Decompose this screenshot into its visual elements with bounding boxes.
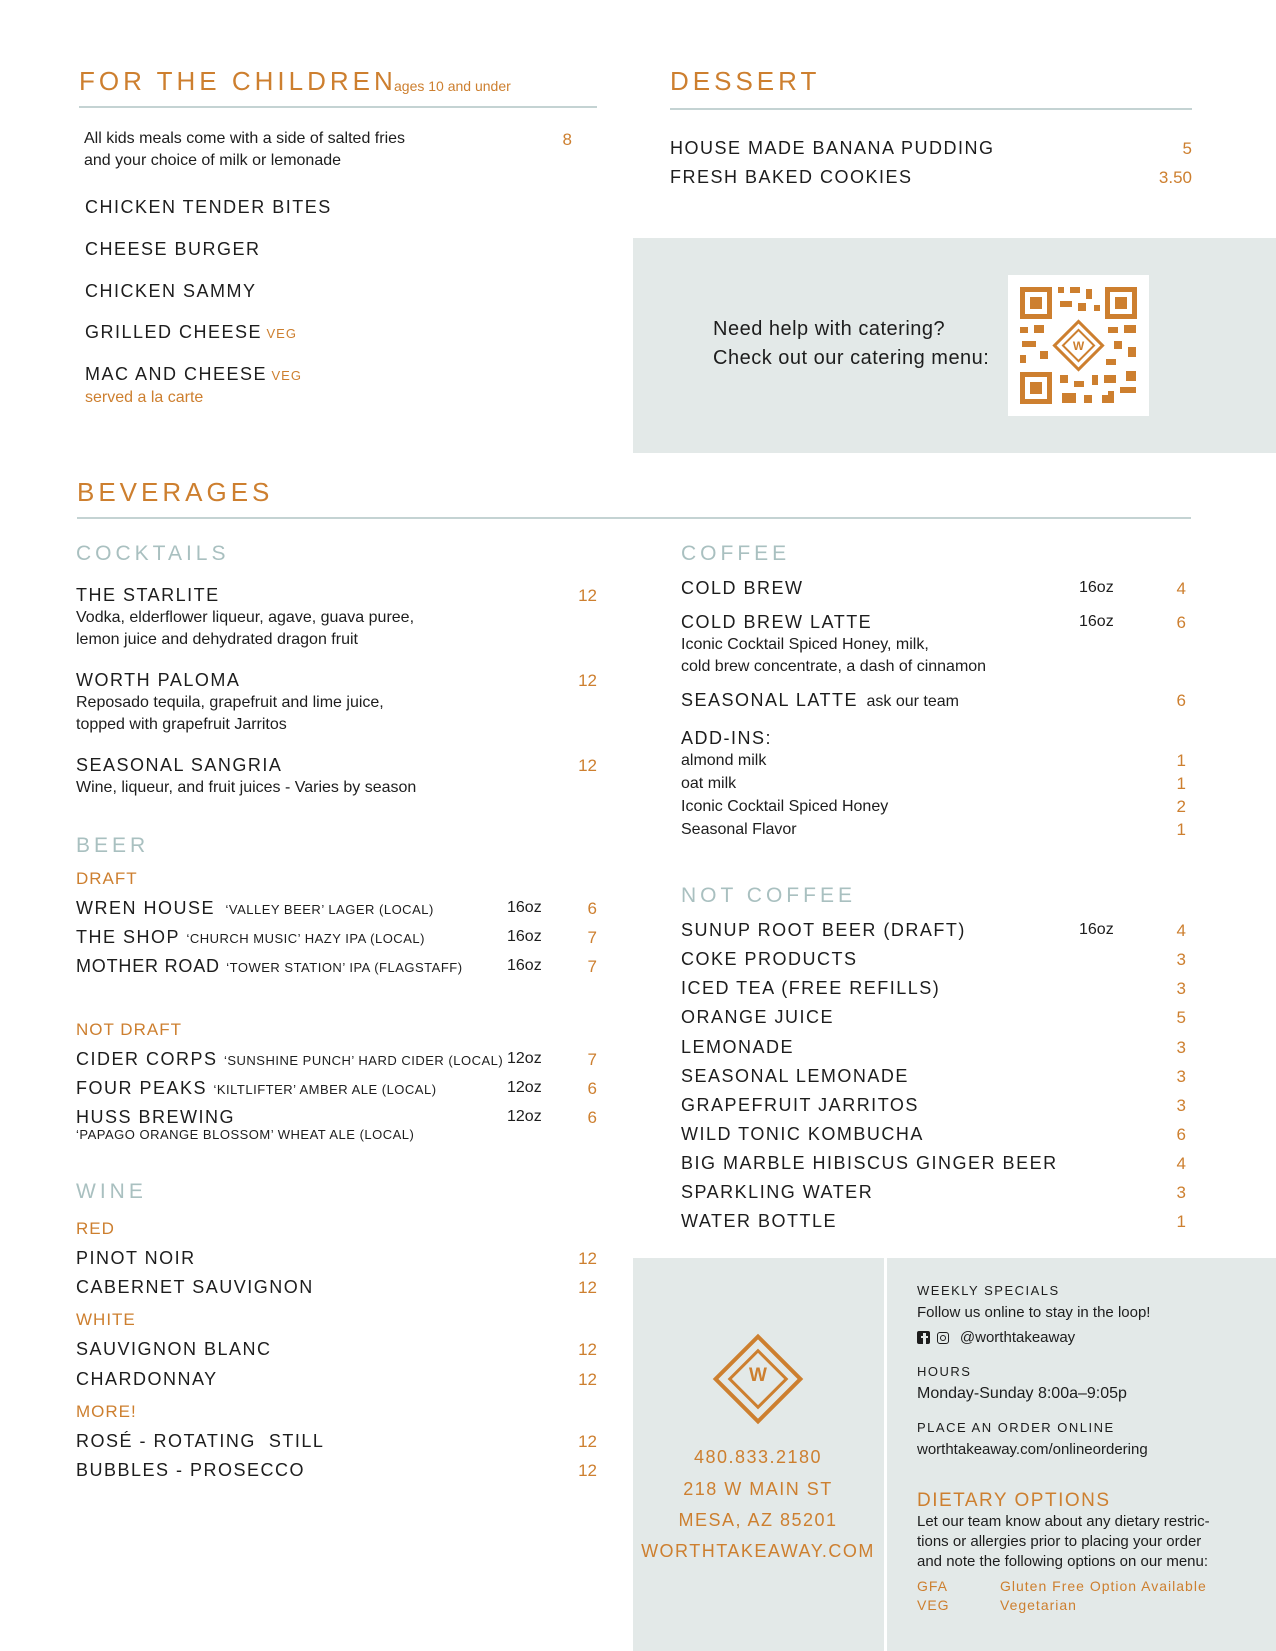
kids-item: CHICKEN SAMMY — [85, 281, 257, 301]
weekly-text: Follow us online to stay in the loop! — [917, 1304, 1151, 1321]
dietary-text: Let our team know about any dietary restric- — [917, 1513, 1210, 1530]
dessert-item: HOUSE MADE BANANA PUDDING — [670, 138, 995, 158]
cocktail-name: WORTH PALOMA — [76, 670, 241, 690]
drink-name: WILD TONIC KOMBUCHA — [681, 1124, 924, 1144]
coffee-oz: 16oz — [1079, 613, 1114, 630]
dessert-price: 3.50 — [1158, 168, 1192, 187]
cocktail-desc: Wine, liqueur, and fruit juices - Varies by season — [76, 779, 417, 796]
beer-name: HUSS BREWING — [76, 1107, 236, 1127]
addin-price: 1 — [1176, 751, 1186, 770]
drink-price: 3 — [1176, 1183, 1186, 1202]
beer-name: CIDER CORPS — [76, 1049, 218, 1069]
drink-price: 6 — [1176, 1125, 1186, 1144]
drink-price: 1 — [1176, 1212, 1186, 1231]
instagram-icon[interactable] — [937, 1332, 949, 1344]
beer-style: ‘SUNSHINE PUNCH’ HARD CIDER (LOCAL) — [223, 1053, 504, 1068]
drink-name: LEMONADE — [681, 1037, 795, 1057]
drink-name: SEASONAL LEMONADE — [681, 1066, 909, 1086]
coffee-desc: cold brew concentrate, a dash of cinnamon — [681, 658, 987, 675]
veg-text: Vegetarian — [1000, 1597, 1077, 1613]
city: MESA, AZ 85201 — [678, 1510, 838, 1530]
cocktail-desc: topped with grapefruit Jarritos — [76, 716, 287, 733]
logo-letter: W — [749, 1365, 767, 1386]
coffee-name: COLD BREW — [681, 578, 804, 598]
beverages-rule — [77, 517, 1191, 519]
wine-price: 12 — [578, 1432, 597, 1451]
drink-price: 3 — [1176, 1038, 1186, 1057]
website-link[interactable]: WORTHTAKEAWAY.COM — [641, 1541, 875, 1561]
drink-name: COKE PRODUCTS — [681, 949, 858, 969]
addin-price: 1 — [1176, 820, 1186, 839]
catering-line1: Need help with catering? — [713, 318, 946, 340]
cocktail-price: 12 — [578, 671, 597, 690]
beer-price: 7 — [587, 957, 597, 976]
dessert-price: 5 — [1182, 139, 1192, 158]
wine-price: 12 — [578, 1278, 597, 1297]
worth-logo-icon — [712, 1333, 804, 1425]
children-desc-line1: All kids meals come with a side of salted fries — [84, 130, 406, 147]
wine-price: 12 — [578, 1370, 597, 1389]
wine-title: WINE — [76, 1180, 147, 1203]
cocktails-title: COCKTAILS — [76, 542, 230, 565]
beer-row — [76, 898, 434, 919]
facebook-icon[interactable] — [917, 1331, 930, 1344]
beer-oz: 12oz — [507, 1079, 542, 1096]
coffee-name: COLD BREW LATTE — [681, 612, 873, 632]
cocktail-price: 12 — [578, 756, 597, 775]
social-handle[interactable]: @worthtakeaway — [959, 1329, 1076, 1347]
qr-code-icon[interactable] — [1008, 275, 1149, 416]
kids-item: MAC AND CHEESE — [85, 364, 268, 384]
addins-title: ADD-INS: — [681, 728, 773, 748]
catering-line2: Check out our catering menu: — [713, 347, 990, 369]
phone[interactable]: 480.833.2180 — [693, 1447, 823, 1467]
kids-item: CHICKEN TENDER BITES — [85, 197, 332, 217]
coffee-name: SEASONAL LATTE — [681, 690, 859, 710]
children-title: FOR THE CHILDREN — [79, 66, 397, 96]
children-rule — [79, 106, 597, 108]
coffee-price: 6 — [1176, 691, 1186, 710]
drink-price: 5 — [1176, 1008, 1186, 1027]
drink-name: SUNUP ROOT BEER (DRAFT) — [681, 920, 966, 940]
drink-oz: 16oz — [1079, 921, 1114, 938]
veg-tag: VEG — [271, 368, 302, 383]
beer-name: MOTHER ROAD — [76, 956, 220, 976]
dessert-item: FRESH BAKED COOKIES — [670, 167, 913, 187]
beer-price: 7 — [587, 1050, 597, 1069]
beer-title: BEER — [76, 834, 150, 857]
coffee-row — [681, 690, 959, 711]
drink-name: WATER BOTTLE — [681, 1211, 838, 1231]
beer-price: 6 — [587, 1108, 597, 1127]
wine-price: 12 — [578, 1249, 597, 1268]
beer-oz: 16oz — [507, 957, 542, 974]
dietary-title: DIETARY OPTIONS — [917, 1490, 1111, 1511]
cocktail-name: SEASONAL SANGRIA — [76, 755, 283, 775]
coffee-note: ask our team — [866, 693, 959, 710]
dessert-title: DESSERT — [670, 66, 821, 96]
wine-name: CABERNET SAUVIGNON — [76, 1277, 314, 1297]
notdraft-title: NOT DRAFT — [76, 1020, 182, 1039]
coffee-price: 4 — [1176, 579, 1186, 598]
weekly-label: WEEKLY SPECIALS — [917, 1283, 1060, 1298]
veg-tag: VEG — [266, 326, 297, 341]
drink-price: 3 — [1176, 1096, 1186, 1115]
beer-oz: 12oz — [507, 1108, 542, 1125]
beer-price: 6 — [587, 899, 597, 918]
children-desc-line2: and your choice of milk or lemonade — [84, 152, 342, 169]
coffee-desc: Iconic Cocktail Spiced Honey, milk, — [681, 636, 929, 653]
drink-name: ORANGE JUICE — [681, 1007, 835, 1027]
social-row — [917, 1329, 1075, 1347]
beer-row — [76, 1078, 437, 1099]
street: 218 W MAIN ST — [683, 1479, 833, 1499]
drink-price: 4 — [1176, 1154, 1186, 1173]
cocktail-desc: Reposado tequila, grapefruit and lime juice, — [76, 694, 384, 711]
beer-style: ‘CHURCH MUSIC’ HAZY IPA (LOCAL) — [186, 931, 425, 946]
beer-name: FOUR PEAKS — [76, 1078, 208, 1098]
children-price: 8 — [562, 130, 572, 149]
more-title: MORE! — [76, 1402, 137, 1421]
order-link[interactable]: worthtakeaway.com/onlineordering — [917, 1441, 1148, 1458]
kids-item: CHEESE BURGER — [85, 239, 261, 259]
addin-name: almond milk — [681, 752, 767, 769]
cocktail-name: THE STARLITE — [76, 585, 220, 605]
beer-price: 6 — [587, 1079, 597, 1098]
beer-row — [76, 956, 463, 977]
wine-name: PINOT NOIR — [76, 1248, 196, 1268]
beer-oz: 16oz — [507, 928, 542, 945]
beer-oz: 12oz — [507, 1050, 542, 1067]
coffee-oz: 16oz — [1079, 579, 1114, 596]
cocktail-desc: Vodka, elderflower liqueur, agave, guava puree, — [76, 609, 415, 626]
drink-price: 3 — [1176, 1067, 1186, 1086]
wine-name: SAUVIGNON BLANC — [76, 1339, 272, 1359]
beer-row — [76, 927, 425, 948]
beer-price: 7 — [587, 928, 597, 947]
hours-label: HOURS — [917, 1364, 972, 1379]
wine-name: ROSÉ - ROTATING STILL — [76, 1431, 325, 1451]
addin-name: Seasonal Flavor — [681, 821, 797, 838]
beer-name: THE SHOP — [76, 927, 181, 947]
beer-name: WREN HOUSE — [76, 898, 216, 918]
addin-name: oat milk — [681, 775, 737, 792]
kids-item: GRILLED CHEESE — [85, 322, 263, 342]
kids-item-row — [85, 322, 297, 343]
dietary-text: tions or allergies prior to placing your order — [917, 1533, 1202, 1550]
veg-code: VEG — [917, 1597, 950, 1613]
addin-name: Iconic Cocktail Spiced Honey — [681, 798, 889, 815]
svg-text:W: W — [1072, 339, 1085, 353]
draft-title: DRAFT — [76, 869, 138, 888]
cocktail-desc: lemon juice and dehydrated dragon fruit — [76, 631, 358, 648]
not-coffee-title: NOT COFFEE — [681, 884, 856, 907]
drink-price: 3 — [1176, 950, 1186, 969]
beer-style: ‘PAPAGO ORANGE BLOSSOM’ WHEAT ALE (LOCAL) — [76, 1127, 415, 1142]
kids-item-row — [85, 364, 302, 385]
drink-name: SPARKLING WATER — [681, 1182, 874, 1202]
red-title: RED — [76, 1219, 115, 1238]
children-subtitle: ages 10 and under — [394, 78, 511, 94]
beverages-title: BEVERAGES — [77, 477, 274, 507]
beer-style: ‘KILTLIFTER’ AMBER ALE (LOCAL) — [213, 1082, 437, 1097]
gfa-code: GFA — [917, 1578, 949, 1594]
wine-price: 12 — [578, 1461, 597, 1480]
order-label: PLACE AN ORDER ONLINE — [917, 1420, 1115, 1435]
addin-price: 1 — [1176, 774, 1186, 793]
coffee-price: 6 — [1176, 613, 1186, 632]
drink-name: ICED TEA (FREE REFILLS) — [681, 978, 941, 998]
hours-text: Monday-Sunday 8:00a–9:05p — [917, 1385, 1127, 1402]
white-title: WHITE — [76, 1310, 136, 1329]
beer-oz: 16oz — [507, 899, 542, 916]
addin-price: 2 — [1176, 797, 1186, 816]
drink-price: 3 — [1176, 979, 1186, 998]
dietary-text: and note the following options on our menu: — [917, 1553, 1209, 1570]
cocktail-price: 12 — [578, 586, 597, 605]
catering-panel — [633, 238, 1276, 453]
beer-row — [76, 1049, 503, 1070]
wine-name: CHARDONNAY — [76, 1369, 218, 1389]
dessert-rule — [670, 108, 1192, 110]
drink-name: GRAPEFRUIT JARRITOS — [681, 1095, 919, 1115]
wine-name: BUBBLES - PROSECCO — [76, 1460, 306, 1480]
coffee-title: COFFEE — [681, 542, 791, 565]
beer-style: ‘TOWER STATION’ IPA (FLAGSTAFF) — [226, 960, 463, 975]
gfa-text: Gluten Free Option Available — [1000, 1578, 1207, 1594]
drink-name: BIG MARBLE HIBISCUS GINGER BEER — [681, 1153, 1058, 1173]
mac-note: served a la carte — [85, 389, 204, 406]
drink-price: 4 — [1176, 921, 1186, 940]
wine-price: 12 — [578, 1340, 597, 1359]
beer-style: ‘VALLEY BEER’ LAGER (LOCAL) — [225, 902, 434, 917]
